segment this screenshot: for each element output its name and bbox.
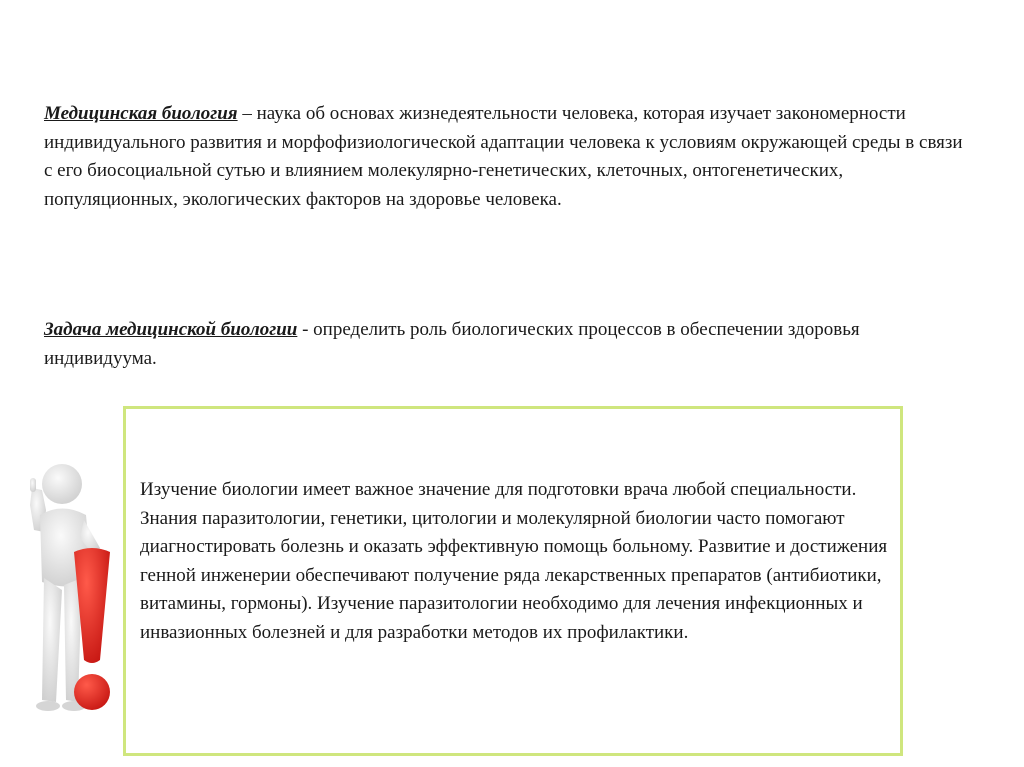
task-text: - определить роль биологических процессов в обеспечении здоровья индивидуума. [44,319,860,369]
definition-paragraph [44,100,974,214]
callout-box [123,406,903,756]
callout-text: Изучение биологии имеет важное значение для подготовки врача любой специальности. Знания паразитологии, генетики, цитологии и молекулярной биологии часто помогают диагностировать болезнь и оказать эффективную помощь больному. Развитие и достижения генной инженерии обеспечивают получение ряда лекарственных препаратов (антибиотики, витамины, гормоны). Изучение паразитологии необходимо для лечения инфекционных и инвазионных болезней и для разработки методов их профилактики. [140,479,888,643]
task-term: Задача медицинской биологии [44,319,298,340]
task-paragraph [44,316,974,373]
definition-text: – наука об основах жизнедеятельности человека, которая изучает закономерности индивидуального развития и морфофизиологической адаптации человека к условиям окружающей среды в связи с его биосоциальной сутью и влиянием молекулярно-генетических, клеточных, онтогенетических, популяционных, экологических факторов на здоровье человека. [44,103,963,210]
person-exclamation-illustration [12,460,122,730]
definition-term: Медицинская биология [44,103,238,124]
